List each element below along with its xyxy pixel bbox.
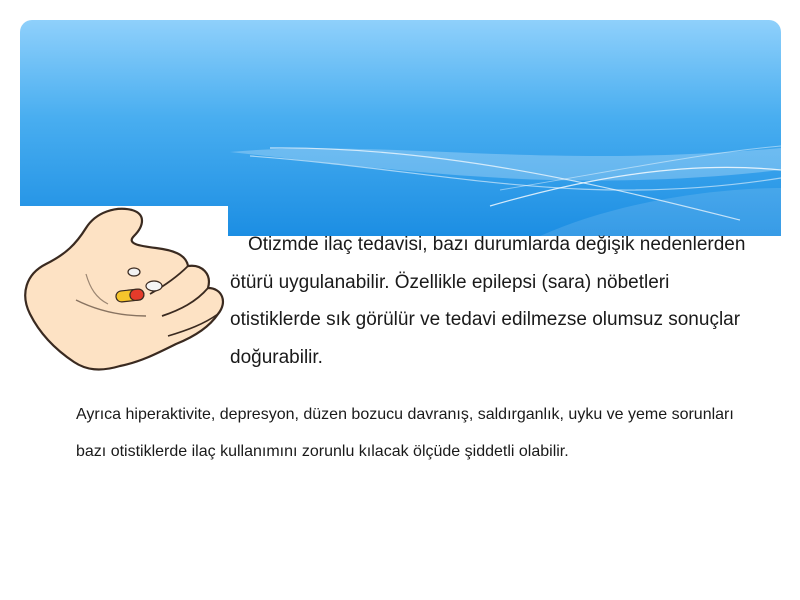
paragraph-medication bbox=[230, 226, 750, 376]
hand-holding-pills-icon bbox=[16, 204, 232, 376]
paragraph-medication-text: Otizmde ilaç tedavisi, bazı durumlarda değişik nedenlerden ötürü uygulanabilir. Özellikle epilepsi (sara) nöbetleri otistiklerde sık görülür ve tedavi edilmezse olumsuz sonuçlar doğurabilir. bbox=[230, 234, 746, 368]
paragraph-conditions: Ayrıca hiperaktivite, depresyon, düzen bozucu davranış, saldırganlık, uyku ve yeme sorunları bazı otistiklerde ilaç kullanımını zorunlu kılacak ölçüde şiddetli olabilir. bbox=[76, 406, 734, 460]
